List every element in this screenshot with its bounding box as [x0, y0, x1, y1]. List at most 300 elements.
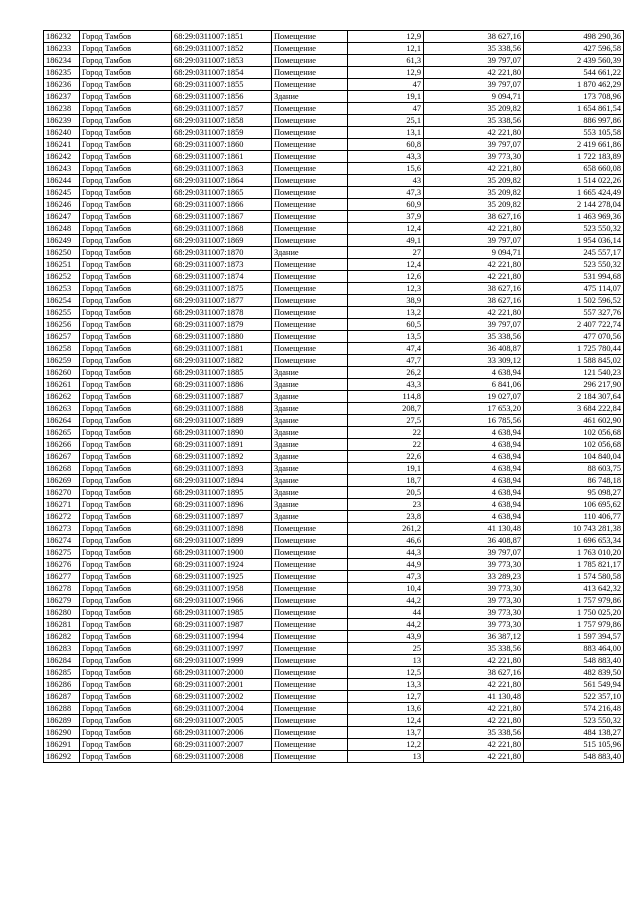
object-type-cell: Помещение: [272, 151, 348, 163]
municipality-cell: Город Тамбов: [80, 667, 172, 679]
table-row: [44, 115, 624, 127]
specific-value-cell: 9 094,71: [424, 247, 524, 259]
object-type-cell: Помещение: [272, 307, 348, 319]
object-type-cell: Помещение: [272, 547, 348, 559]
area-cell: 44: [348, 607, 424, 619]
cadastral-number-cell: 68:29:0311007:1958: [172, 583, 272, 595]
object-type-cell: Помещение: [272, 355, 348, 367]
cadastral-number-cell: 68:29:0311007:1895: [172, 487, 272, 499]
cadastral-number-cell: 68:29:0311007:2004: [172, 703, 272, 715]
table-body: [44, 31, 624, 763]
municipality-cell: Город Тамбов: [80, 739, 172, 751]
municipality-cell: Город Тамбов: [80, 271, 172, 283]
cadastral-value-cell: 515 105,96: [524, 739, 624, 751]
municipality-cell: Город Тамбов: [80, 607, 172, 619]
cadastral-value-cell: 561 549,94: [524, 679, 624, 691]
table-row: [44, 691, 624, 703]
cadastral-number-cell: 68:29:0311007:1893: [172, 463, 272, 475]
specific-value-cell: 4 638,94: [424, 427, 524, 439]
specific-value-cell: 9 094,71: [424, 91, 524, 103]
cadastral-value-cell: 522 357,10: [524, 691, 624, 703]
municipality-cell: Город Тамбов: [80, 247, 172, 259]
table-row: [44, 235, 624, 247]
area-cell: 18,7: [348, 475, 424, 487]
row-number-cell: 186243: [44, 163, 80, 175]
specific-value-cell: 39 773,30: [424, 607, 524, 619]
cadastral-value-cell: 1 870 462,29: [524, 79, 624, 91]
specific-value-cell: 36 408,87: [424, 535, 524, 547]
specific-value-cell: 41 130,48: [424, 523, 524, 535]
specific-value-cell: 4 638,94: [424, 487, 524, 499]
row-number-cell: 186288: [44, 703, 80, 715]
table-row: [44, 451, 624, 463]
cadastral-value-cell: 1 696 653,34: [524, 535, 624, 547]
row-number-cell: 186234: [44, 55, 80, 67]
specific-value-cell: 39 773,30: [424, 559, 524, 571]
table-row: [44, 103, 624, 115]
area-cell: 44,3: [348, 547, 424, 559]
cadastral-value-cell: 173 708,96: [524, 91, 624, 103]
specific-value-cell: 39 797,07: [424, 235, 524, 247]
cadastral-value-cell: 523 550,32: [524, 223, 624, 235]
cadastral-value-cell: 548 883,40: [524, 655, 624, 667]
area-cell: 23: [348, 499, 424, 511]
cadastral-value-cell: 121 540,23: [524, 367, 624, 379]
cadastral-number-cell: 68:29:0311007:1870: [172, 247, 272, 259]
cadastral-number-cell: 68:29:0311007:1859: [172, 127, 272, 139]
table-row: [44, 739, 624, 751]
area-cell: 12,4: [348, 223, 424, 235]
table-row: [44, 223, 624, 235]
table-row: [44, 415, 624, 427]
table-row: [44, 475, 624, 487]
cadastral-number-cell: 68:29:0311007:2006: [172, 727, 272, 739]
table-row: [44, 751, 624, 763]
area-cell: 12,9: [348, 67, 424, 79]
municipality-cell: Город Тамбов: [80, 163, 172, 175]
cadastral-value-cell: 1 763 010,20: [524, 547, 624, 559]
cadastral-value-cell: 1 725 780,44: [524, 343, 624, 355]
municipality-cell: Город Тамбов: [80, 31, 172, 43]
cadastral-number-cell: 68:29:0311007:1898: [172, 523, 272, 535]
row-number-cell: 186277: [44, 571, 80, 583]
table-row: [44, 619, 624, 631]
cadastral-value-cell: 1 665 424,49: [524, 187, 624, 199]
area-cell: 43,9: [348, 631, 424, 643]
area-cell: 44,2: [348, 619, 424, 631]
municipality-cell: Город Тамбов: [80, 259, 172, 271]
object-type-cell: Здание: [272, 511, 348, 523]
cadastral-number-cell: 68:29:0311007:1885: [172, 367, 272, 379]
cadastral-value-cell: 531 994,68: [524, 271, 624, 283]
row-number-cell: 186267: [44, 451, 80, 463]
object-type-cell: Помещение: [272, 523, 348, 535]
cadastral-number-cell: 68:29:0311007:1890: [172, 427, 272, 439]
cadastral-value-cell: 1 757 979,86: [524, 619, 624, 631]
table-row: [44, 571, 624, 583]
specific-value-cell: 35 209,82: [424, 175, 524, 187]
row-number-cell: 186291: [44, 739, 80, 751]
row-number-cell: 186237: [44, 91, 80, 103]
table-row: [44, 427, 624, 439]
area-cell: 19,1: [348, 463, 424, 475]
cadastral-number-cell: 68:29:0311007:2005: [172, 715, 272, 727]
row-number-cell: 186247: [44, 211, 80, 223]
cadastral-number-cell: 68:29:0311007:1894: [172, 475, 272, 487]
row-number-cell: 186270: [44, 487, 80, 499]
specific-value-cell: 42 221,80: [424, 127, 524, 139]
cadastral-number-cell: 68:29:0311007:2007: [172, 739, 272, 751]
specific-value-cell: 6 841,06: [424, 379, 524, 391]
area-cell: 47,4: [348, 343, 424, 355]
table-row: [44, 607, 624, 619]
table-row: [44, 175, 624, 187]
municipality-cell: Город Тамбов: [80, 295, 172, 307]
cadastral-value-cell: 482 839,50: [524, 667, 624, 679]
object-type-cell: Здание: [272, 451, 348, 463]
row-number-cell: 186259: [44, 355, 80, 367]
cadastral-number-cell: 68:29:0311007:1896: [172, 499, 272, 511]
table-row: [44, 355, 624, 367]
row-number-cell: 186286: [44, 679, 80, 691]
specific-value-cell: 4 638,94: [424, 439, 524, 451]
area-cell: 47: [348, 103, 424, 115]
object-type-cell: Помещение: [272, 619, 348, 631]
object-type-cell: Помещение: [272, 223, 348, 235]
table-row: [44, 523, 624, 535]
cadastral-number-cell: 68:29:0311007:1855: [172, 79, 272, 91]
row-number-cell: 186273: [44, 523, 80, 535]
object-type-cell: Помещение: [272, 559, 348, 571]
table-row: [44, 583, 624, 595]
municipality-cell: Город Тамбов: [80, 511, 172, 523]
object-type-cell: Помещение: [272, 211, 348, 223]
object-type-cell: Помещение: [272, 571, 348, 583]
cadastral-number-cell: 68:29:0311007:1868: [172, 223, 272, 235]
row-number-cell: 186274: [44, 535, 80, 547]
specific-value-cell: 42 221,80: [424, 703, 524, 715]
cadastral-value-cell: 1 757 979,86: [524, 595, 624, 607]
cadastral-number-cell: 68:29:0311007:1879: [172, 319, 272, 331]
area-cell: 13,5: [348, 331, 424, 343]
object-type-cell: Помещение: [272, 679, 348, 691]
row-number-cell: 186241: [44, 139, 80, 151]
cadastral-number-cell: 68:29:0311007:1899: [172, 535, 272, 547]
specific-value-cell: 39 797,07: [424, 547, 524, 559]
municipality-cell: Город Тамбов: [80, 583, 172, 595]
object-type-cell: Помещение: [272, 139, 348, 151]
specific-value-cell: 35 338,56: [424, 115, 524, 127]
row-number-cell: 186250: [44, 247, 80, 259]
object-type-cell: Здание: [272, 427, 348, 439]
area-cell: 26,2: [348, 367, 424, 379]
table-row: [44, 187, 624, 199]
table-row: [44, 379, 624, 391]
cadastral-number-cell: 68:29:0311007:1887: [172, 391, 272, 403]
area-cell: 22: [348, 427, 424, 439]
specific-value-cell: 39 797,07: [424, 319, 524, 331]
cadastral-number-cell: 68:29:0311007:1865: [172, 187, 272, 199]
cadastral-value-cell: 883 464,00: [524, 643, 624, 655]
object-type-cell: Помещение: [272, 595, 348, 607]
municipality-cell: Город Тамбов: [80, 391, 172, 403]
cadastral-number-cell: 68:29:0311007:2008: [172, 751, 272, 763]
object-type-cell: Здание: [272, 499, 348, 511]
cadastral-number-cell: 68:29:0311007:2000: [172, 667, 272, 679]
cadastral-number-cell: 68:29:0311007:1875: [172, 283, 272, 295]
table-row: [44, 295, 624, 307]
specific-value-cell: 42 221,80: [424, 223, 524, 235]
cadastral-number-cell: 68:29:0311007:1867: [172, 211, 272, 223]
table-row: [44, 151, 624, 163]
specific-value-cell: 35 209,82: [424, 103, 524, 115]
municipality-cell: Город Тамбов: [80, 223, 172, 235]
object-type-cell: Помещение: [272, 703, 348, 715]
row-number-cell: 186280: [44, 607, 80, 619]
cadastral-number-cell: 68:29:0311007:1878: [172, 307, 272, 319]
object-type-cell: Помещение: [272, 643, 348, 655]
municipality-cell: Город Тамбов: [80, 283, 172, 295]
municipality-cell: Город Тамбов: [80, 175, 172, 187]
cadastral-number-cell: 68:29:0311007:1985: [172, 607, 272, 619]
cadastral-value-cell: 95 098,27: [524, 487, 624, 499]
cadastral-value-cell: 1 463 969,36: [524, 211, 624, 223]
cadastral-number-cell: 68:29:0311007:1900: [172, 547, 272, 559]
cadastral-value-cell: 523 550,32: [524, 715, 624, 727]
area-cell: 20,5: [348, 487, 424, 499]
table-row: [44, 271, 624, 283]
table-row: [44, 367, 624, 379]
cadastral-number-cell: 68:29:0311007:1925: [172, 571, 272, 583]
specific-value-cell: 38 627,16: [424, 295, 524, 307]
specific-value-cell: 42 221,80: [424, 715, 524, 727]
specific-value-cell: 42 221,80: [424, 739, 524, 751]
object-type-cell: Помещение: [272, 259, 348, 271]
area-cell: 25: [348, 643, 424, 655]
cadastral-value-cell: 544 661,22: [524, 67, 624, 79]
table-row: [44, 655, 624, 667]
specific-value-cell: 35 338,56: [424, 43, 524, 55]
cadastral-value-cell: 2 184 307,64: [524, 391, 624, 403]
table-row: [44, 43, 624, 55]
object-type-cell: Помещение: [272, 751, 348, 763]
cadastral-number-cell: 68:29:0311007:1881: [172, 343, 272, 355]
row-number-cell: 186239: [44, 115, 80, 127]
cadastral-number-cell: 68:29:0311007:1864: [172, 175, 272, 187]
area-cell: 60,8: [348, 139, 424, 151]
municipality-cell: Город Тамбов: [80, 235, 172, 247]
object-type-cell: Помещение: [272, 175, 348, 187]
object-type-cell: Здание: [272, 403, 348, 415]
area-cell: 46,6: [348, 535, 424, 547]
table-row: [44, 283, 624, 295]
cadastral-value-cell: 1 514 022,26: [524, 175, 624, 187]
area-cell: 13,7: [348, 727, 424, 739]
row-number-cell: 186260: [44, 367, 80, 379]
municipality-cell: Город Тамбов: [80, 307, 172, 319]
municipality-cell: Город Тамбов: [80, 463, 172, 475]
municipality-cell: Город Тамбов: [80, 523, 172, 535]
municipality-cell: Город Тамбов: [80, 451, 172, 463]
cadastral-number-cell: 68:29:0311007:1997: [172, 643, 272, 655]
cadastral-value-cell: 498 290,36: [524, 31, 624, 43]
area-cell: 44,2: [348, 595, 424, 607]
municipality-cell: Город Тамбов: [80, 211, 172, 223]
specific-value-cell: 4 638,94: [424, 463, 524, 475]
specific-value-cell: 38 627,16: [424, 283, 524, 295]
municipality-cell: Город Тамбов: [80, 151, 172, 163]
municipality-cell: Город Тамбов: [80, 595, 172, 607]
cadastral-value-cell: 296 217,90: [524, 379, 624, 391]
cadastral-number-cell: 68:29:0311007:1880: [172, 331, 272, 343]
area-cell: 47,7: [348, 355, 424, 367]
cadastral-value-cell: 1 654 861,54: [524, 103, 624, 115]
cadastral-value-cell: 110 406,77: [524, 511, 624, 523]
table-row: [44, 343, 624, 355]
cadastral-value-cell: 102 056,68: [524, 427, 624, 439]
row-number-cell: 186248: [44, 223, 80, 235]
object-type-cell: Здание: [272, 91, 348, 103]
cadastral-value-cell: 461 602,90: [524, 415, 624, 427]
object-type-cell: Помещение: [272, 187, 348, 199]
municipality-cell: Город Тамбов: [80, 355, 172, 367]
table-row: [44, 199, 624, 211]
cadastral-value-cell: 2 419 661,86: [524, 139, 624, 151]
cadastral-value-cell: 574 216,48: [524, 703, 624, 715]
municipality-cell: Город Тамбов: [80, 91, 172, 103]
area-cell: 22,6: [348, 451, 424, 463]
specific-value-cell: 39 797,07: [424, 139, 524, 151]
specific-value-cell: 38 627,16: [424, 31, 524, 43]
row-number-cell: 186276: [44, 559, 80, 571]
cadastral-number-cell: 68:29:0311007:1999: [172, 655, 272, 667]
specific-value-cell: 39 797,07: [424, 79, 524, 91]
row-number-cell: 186249: [44, 235, 80, 247]
cadastral-value-cell: 413 642,32: [524, 583, 624, 595]
cadastral-number-cell: 68:29:0311007:1873: [172, 259, 272, 271]
cadastral-number-cell: 68:29:0311007:1889: [172, 415, 272, 427]
row-number-cell: 186287: [44, 691, 80, 703]
area-cell: 13,6: [348, 703, 424, 715]
row-number-cell: 186263: [44, 403, 80, 415]
table-row: [44, 463, 624, 475]
table-row: [44, 595, 624, 607]
object-type-cell: Помещение: [272, 535, 348, 547]
table-row: [44, 703, 624, 715]
municipality-cell: Город Тамбов: [80, 343, 172, 355]
object-type-cell: Помещение: [272, 67, 348, 79]
cadastral-number-cell: 68:29:0311007:1888: [172, 403, 272, 415]
cadastral-number-cell: 68:29:0311007:1863: [172, 163, 272, 175]
area-cell: 61,3: [348, 55, 424, 67]
table-row: [44, 307, 624, 319]
cadastral-value-cell: 886 997,86: [524, 115, 624, 127]
table-row: [44, 727, 624, 739]
row-number-cell: 186256: [44, 319, 80, 331]
municipality-cell: Город Тамбов: [80, 55, 172, 67]
cadastral-value-cell: 548 883,40: [524, 751, 624, 763]
cadastral-number-cell: 68:29:0311007:1994: [172, 631, 272, 643]
object-type-cell: Помещение: [272, 631, 348, 643]
table-row: [44, 535, 624, 547]
specific-value-cell: 42 221,80: [424, 163, 524, 175]
table-row: [44, 487, 624, 499]
object-type-cell: Помещение: [272, 727, 348, 739]
object-type-cell: Помещение: [272, 667, 348, 679]
cadastral-value-cell: 104 840,04: [524, 451, 624, 463]
row-number-cell: 186245: [44, 187, 80, 199]
object-type-cell: Помещение: [272, 43, 348, 55]
municipality-cell: Город Тамбов: [80, 475, 172, 487]
document-page: [43, 30, 624, 763]
municipality-cell: Город Тамбов: [80, 319, 172, 331]
cadastral-number-cell: 68:29:0311007:1891: [172, 439, 272, 451]
municipality-cell: Город Тамбов: [80, 571, 172, 583]
area-cell: 12,5: [348, 667, 424, 679]
municipality-cell: Город Тамбов: [80, 727, 172, 739]
specific-value-cell: 35 209,82: [424, 199, 524, 211]
property-valuation-table: [43, 30, 624, 763]
area-cell: 15,6: [348, 163, 424, 175]
cadastral-value-cell: 1 502 596,52: [524, 295, 624, 307]
object-type-cell: Помещение: [272, 655, 348, 667]
cadastral-value-cell: 2 439 560,39: [524, 55, 624, 67]
municipality-cell: Город Тамбов: [80, 199, 172, 211]
area-cell: 13,3: [348, 679, 424, 691]
cadastral-value-cell: 88 603,75: [524, 463, 624, 475]
cadastral-number-cell: 68:29:0311007:1861: [172, 151, 272, 163]
table-row: [44, 559, 624, 571]
specific-value-cell: 39 773,30: [424, 595, 524, 607]
specific-value-cell: 38 627,16: [424, 667, 524, 679]
area-cell: 12,1: [348, 43, 424, 55]
cadastral-value-cell: 1 597 394,57: [524, 631, 624, 643]
municipality-cell: Город Тамбов: [80, 439, 172, 451]
municipality-cell: Город Тамбов: [80, 499, 172, 511]
row-number-cell: 186257: [44, 331, 80, 343]
specific-value-cell: 19 027,07: [424, 391, 524, 403]
area-cell: 43: [348, 175, 424, 187]
specific-value-cell: 42 221,80: [424, 751, 524, 763]
object-type-cell: Здание: [272, 487, 348, 499]
specific-value-cell: 42 221,80: [424, 259, 524, 271]
row-number-cell: 186235: [44, 67, 80, 79]
cadastral-number-cell: 68:29:0311007:1869: [172, 235, 272, 247]
area-cell: 12,9: [348, 31, 424, 43]
area-cell: 44,9: [348, 559, 424, 571]
row-number-cell: 186282: [44, 631, 80, 643]
cadastral-number-cell: 68:29:0311007:1966: [172, 595, 272, 607]
object-type-cell: Помещение: [272, 319, 348, 331]
table-row: [44, 391, 624, 403]
municipality-cell: Город Тамбов: [80, 415, 172, 427]
area-cell: 114,8: [348, 391, 424, 403]
cadastral-value-cell: 86 748,18: [524, 475, 624, 487]
municipality-cell: Город Тамбов: [80, 43, 172, 55]
table-row: [44, 403, 624, 415]
specific-value-cell: 4 638,94: [424, 451, 524, 463]
area-cell: 12,6: [348, 271, 424, 283]
cadastral-number-cell: 68:29:0311007:1851: [172, 31, 272, 43]
table-row: [44, 667, 624, 679]
table-row: [44, 715, 624, 727]
cadastral-value-cell: 2 407 722,74: [524, 319, 624, 331]
specific-value-cell: 36 408,87: [424, 343, 524, 355]
cadastral-value-cell: 1 722 183,89: [524, 151, 624, 163]
object-type-cell: Помещение: [272, 583, 348, 595]
table-row: [44, 511, 624, 523]
row-number-cell: 186266: [44, 439, 80, 451]
